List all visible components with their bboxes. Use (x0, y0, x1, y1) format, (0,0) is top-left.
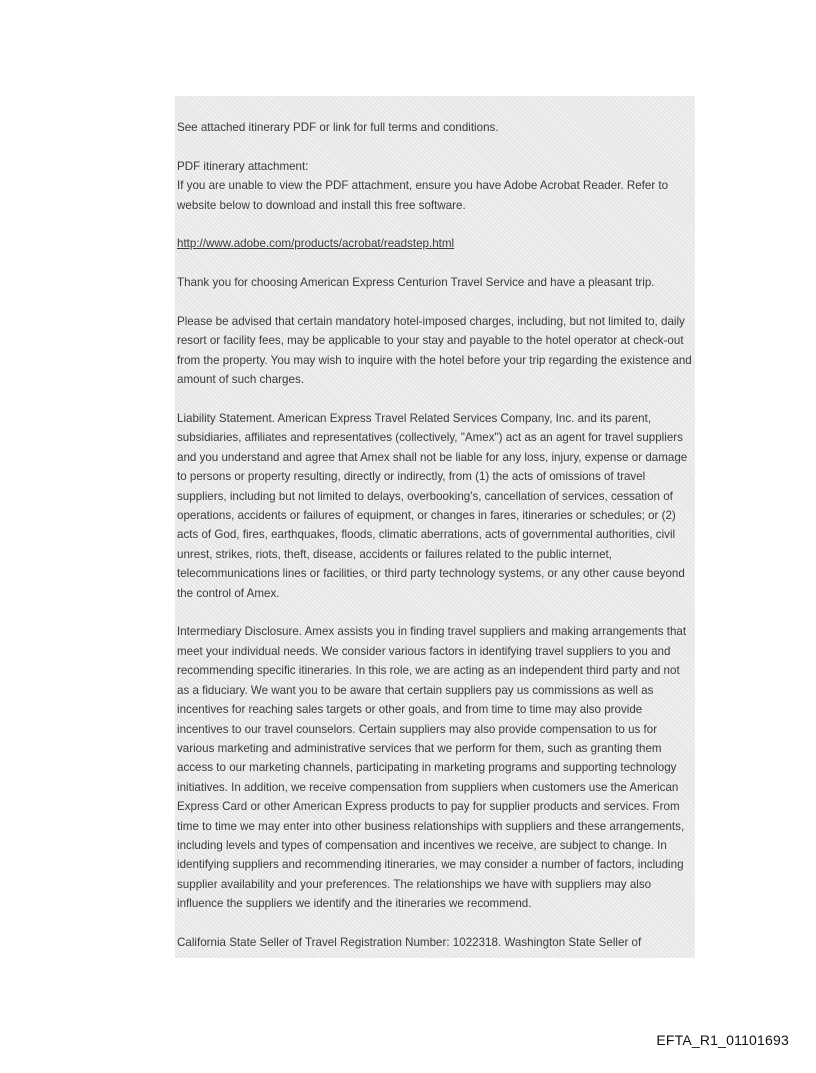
document-body (175, 96, 695, 958)
intermediary-disclosure: Intermediary Disclosure. Amex assists you in finding travel suppliers and making arrangements that meet your individual needs. We consider various factors in identifying travel suppliers to you and recommending specific itineraries. In this role, we are acting as an independent third party and not as a fiduciary. We want you to be aware that certain suppliers pay us commissions as well as incentives for reaching sales targets or other goals, and from time to time may also provide incentives to our travel counselors. Certain suppliers may also provide compensation to us for various marketing and administrative services that we perform for them, such as granting them access to our marketing channels, participating in marketing programs and supporting technology initiatives. In addition, we receive compensation from suppliers when customers use the American Express Card or other American Express products to pay for supplier products and services. From time to time we may enter into other business relationships with suppliers and these arrangements, including levels and types of compensation and incentives we receive, are subject to change. In identifying suppliers and recommending itineraries, we may consider a number of factors, including supplier availability and your preferences. The relationships we have with suppliers may also influence the suppliers we identify and the itineraries we recommend. (177, 625, 687, 911)
pdf-heading: PDF itinerary attachment: (177, 159, 309, 173)
registration-statement: California State Seller of Travel Registration Number: 1022318. Washington State Seller of (177, 935, 642, 949)
adobe-link-paragraph (177, 234, 695, 253)
thank-you-note: Thank you for choosing American Express Centurion Travel Service and have a pleasant trip. (177, 276, 655, 290)
document-id-footer: EFTA_R1_01101693 (656, 1032, 789, 1048)
adobe-download-link[interactable]: http://www.adobe.com/products/acrobat/readstep.html (177, 237, 455, 251)
pdf-instructions: If you are unable to view the PDF attachment, ensure you have Adobe Acrobat Reader. Refer to website below to download and install this free software. (177, 179, 669, 212)
liability-statement: Liability Statement. American Express Travel Related Services Company, Inc. and its parent, subsidiaries, affiliates and representatives (collectively, "Amex") act as an agent for travel suppliers and you understand and agree that Amex shall not be liable for any loss, injury, expense or damage to persons or property resulting, directly or indirectly, from (1) the acts of omissions of travel suppliers, including but not limited to delays, overbooking's, cancellation of services, cessation of operations, accidents or failures of equipment, or changes in fares, itineraries or schedules; or (2) acts of God, fires, earthquakes, floods, climatic aberrations, acts of governmental authorities, civil unrest, strikes, riots, theft, disease, accidents or failures related to the public internet, telecommunications lines or facilities, or third party technology systems, or any other cause beyond the control of Amex. (177, 412, 688, 600)
terms-note: See attached itinerary PDF or link for full terms and conditions. (177, 121, 499, 134)
hotel-charges-notice: Please be advised that certain mandatory hotel-imposed charges, including, but not limited to, daily resort or facility fees, may be applicable to your stay and payable to the hotel operator at check-out from the property. You may wish to inquire with the hotel before your trip regarding the existence and amount of such charges. (177, 315, 692, 387)
